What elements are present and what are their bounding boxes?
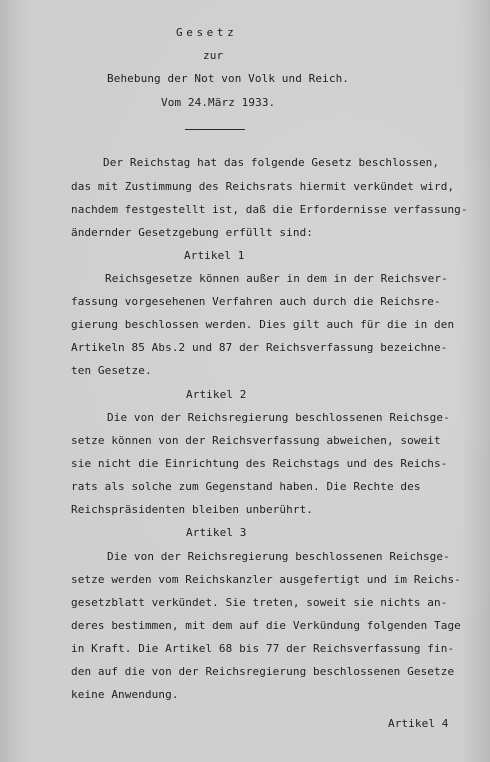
article-heading: Artikel 3 bbox=[186, 526, 247, 539]
article-line: setze können von der Reichsverfassung abweichen, soweit bbox=[71, 434, 441, 447]
article-line: fassung vorgesehenen Verfahren auch durch die Reichsre- bbox=[71, 295, 441, 308]
article-line: Die von der Reichsregierung beschlossenen Reichsge- bbox=[107, 411, 450, 424]
article-line: in Kraft. Die Artikel 68 bis 77 der Reichsverfassung fin- bbox=[71, 642, 455, 655]
article-heading: Artikel 1 bbox=[184, 249, 245, 262]
document-subtitle: Behebung der Not von Volk und Reich. bbox=[107, 72, 350, 85]
article-line: setze werden vom Reichskanzler ausgefertigt und im Reichs- bbox=[71, 573, 461, 586]
article-line: rats als solche zum Gegenstand haben. Die Rechte des bbox=[71, 480, 421, 493]
article-line: Die von der Reichsregierung beschlossenen Reichsge- bbox=[107, 550, 450, 563]
next-article-heading: Artikel 4 bbox=[388, 717, 449, 730]
intro-line: das mit Zustimmung des Reichsrats hiermit verkündet wird, bbox=[71, 180, 455, 193]
article-line: sie nicht die Einrichtung des Reichstags und des Reichs- bbox=[71, 457, 448, 470]
article-heading: Artikel 2 bbox=[186, 388, 247, 401]
title-separator-rule bbox=[185, 129, 245, 130]
article-line: Reichspräsidenten bleiben unberührt. bbox=[71, 503, 314, 516]
document-title: Gesetz bbox=[176, 26, 238, 39]
intro-line: nachdem festgestellt ist, daß die Erfordernisse verfassung- bbox=[71, 203, 468, 216]
article-line: gesetzblatt verkündet. Sie treten, soweit sie nichts an- bbox=[71, 596, 448, 609]
article-line: Reichsgesetze können außer in dem in der Reichsver- bbox=[105, 272, 448, 285]
intro-line: Der Reichstag hat das folgende Gesetz beschlossen, bbox=[103, 156, 440, 169]
article-line: gierung beschlossen werden. Dies gilt auch für die in den bbox=[71, 318, 455, 331]
article-line: Artikeln 85 Abs.2 und 87 der Reichsverfassung bezeichne- bbox=[71, 341, 448, 354]
article-line: keine Anwendung. bbox=[71, 688, 179, 701]
article-line: deres bestimmen, mit dem auf die Verkündung folgenden Tage bbox=[71, 619, 461, 632]
intro-line: ändernder Gesetzgebung erfüllt sind: bbox=[71, 226, 314, 239]
document-date: Vom 24.März 1933. bbox=[161, 96, 276, 109]
article-line: den auf die von der Reichsregierung beschlossenen Gesetze bbox=[71, 665, 455, 678]
document-title-zur: zur bbox=[203, 49, 224, 62]
article-line: ten Gesetze. bbox=[71, 364, 152, 377]
